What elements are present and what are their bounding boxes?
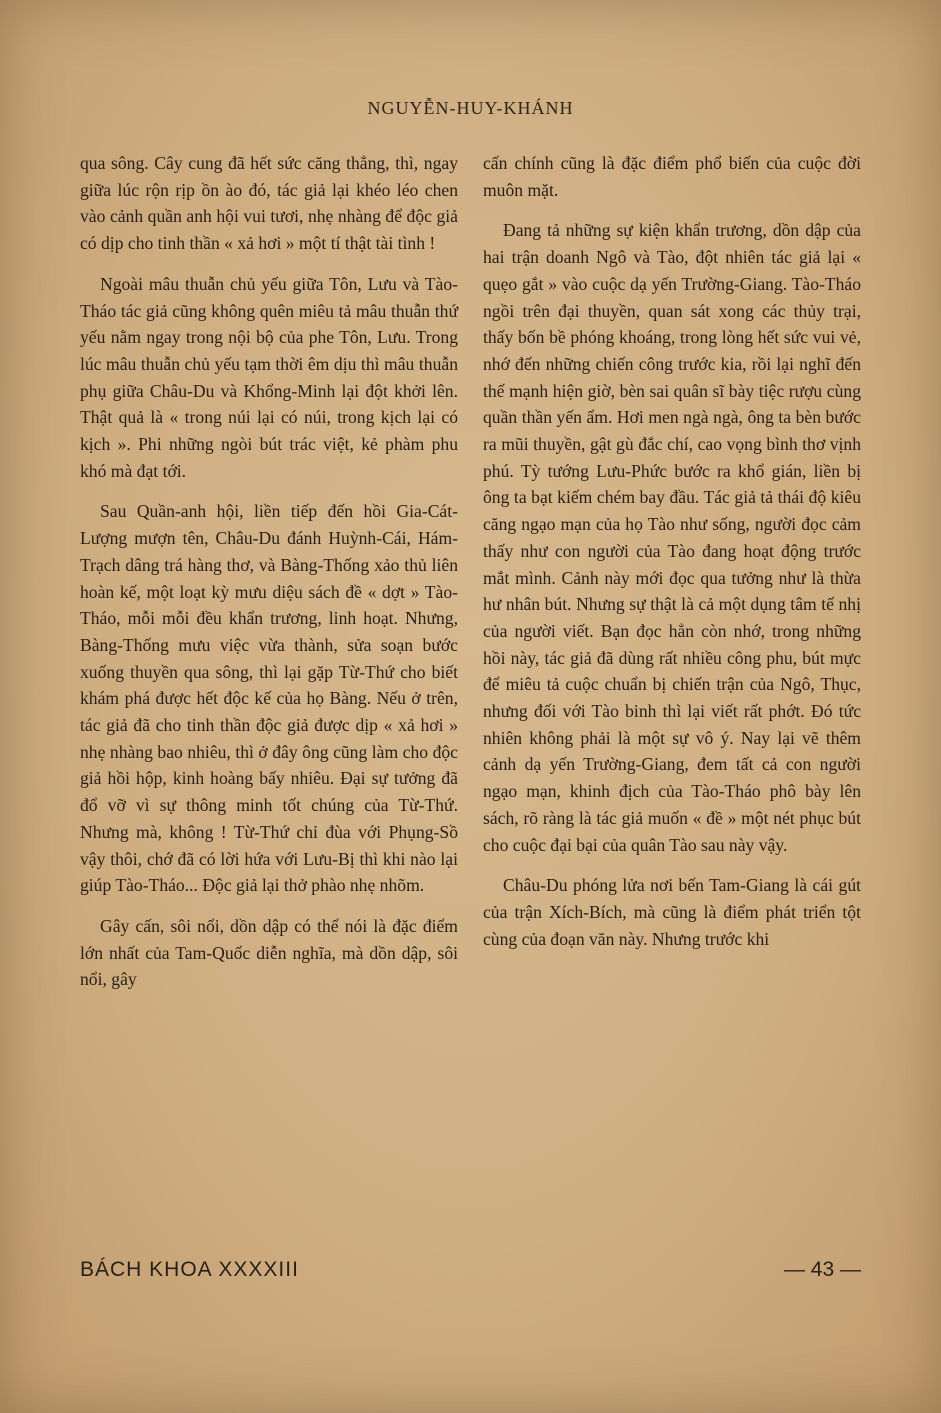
right-column — [483, 150, 861, 966]
paragraph: Ngoài mâu thuẫn chủ yếu giữa Tôn, Lưu và Tào-Tháo tác giả cũng không quên miêu tả mâu thuẫn thứ yếu nằm ngay trong nội bộ của phe Tôn, Lưu. Trong lúc mâu thuẫn chủ yếu tạm thời êm dịu thì mâu thuẫn phụ giữa Châu-Du và Khổng-Minh lại đột khởi lên. Thật quả là « trong núi lại có núi, trong kịch lại có kịch ». Phi những ngòi bút trác việt, kẻ phàm phu khó mà đạt tới. — [80, 273, 458, 481]
paragraph: qua sông. Cây cung đã hết sức căng thẳng, thì, ngay giữa lúc rộn rịp ồn ào đó, tác giả lại khéo léo chen vào cảnh quần anh hội vui tươi, nhẹ nhàng để độc giả có dịp cho tinh thần « xả hơi » một tí thật tài tình ! — [80, 153, 458, 254]
paragraph: Sau Quần-anh hội, liền tiếp đến hồi Gia-Cát-Lượng mượn tên, Châu-Du đánh Huỳnh-Cái, Hám-Trạch dâng trá hàng thơ, và Bàng-Thống xảo thủ liên hoàn kế, một loạt kỳ mưu diệu sách đề « dợt » Tào-Tháo, mỗi mỗi đều khẩn trương, linh hoạt. Nhưng, Bàng-Thống mưu việc vừa thành, sửa soạn bước xuống thuyền qua sông, thì lại gặp Từ-Thứ cho biết khám phá được hết độc kế của họ Bàng. Nếu ở trên, tác giả đã cho tinh thần độc giả được dịp « xả hơi » nhẹ nhàng bao nhiêu, thì ở đây ông cũng làm cho độc giả hồi hộp, kinh hoàng bấy nhiêu. Đại sự tưởng đã đổ vỡ vì sự thông minh tốt chúng của Từ-Thứ. Nhưng mà, không ! Từ-Thứ chỉ đùa với Phụng-Sồ vậy thôi, chớ đã có lời hứa với Lưu-Bị thì khi nào lại giúp Tào-Tháo... Độc giả lại thở phào nhẹ nhõm. — [80, 501, 458, 896]
paragraph: Gây cấn, sôi nổi, dồn dập có thể nói là đặc điểm lớn nhất của Tam-Quốc diễn nghĩa, mà dồn dập, sôi nổi, gây — [80, 915, 458, 990]
page-number: — 43 — — [783, 1258, 861, 1281]
paragraph: cấn chính cũng là đặc điểm phổ biến của cuộc đời muôn mặt. — [483, 153, 861, 200]
paragraph: Châu-Du phóng lửa nơi bến Tam-Giang là cái gút của trận Xích-Bích, mà cũng là điểm phát triển tột cùng của đoạn văn này. Nhưng trước khi — [483, 875, 861, 949]
paragraph: Đang tả những sự kiện khẩn trương, dồn dập của hai trận doanh Ngô và Tào, đột nhiên tác giả lại « quẹo gắt » vào cuộc dạ yến Trường-Giang. Tào-Tháo ngồi trên đại thuyền, quan sát xong các thủy trại, thấy bốn bề phóng khoáng, trong lòng hết sức vui vẻ, nhớ đến những chiến công trước kia, rồi lại nghĩ đến thế mạnh hiện giờ, bèn sai quân sĩ bày tiệc rượu cùng quần thần yến ẩm. Hơi men ngà ngà, ông ta bèn bước ra mũi thuyền, gật gù đắc chí, cao vọng bình thơ vịnh phú. Tỳ tướng Lưu-Phức bước ra khổ gián, liền bị ông ta bạt kiếm chém bay đầu. Tác giả tả thái độ kiêu căng ngạo mạn của họ Tào như sống, người đọc cảm thấy như con người của Tào đang hoạt động trước mắt mình. Cảnh này mới đọc qua tưởng như là thừa hư nhân bút. Nhưng sự thật là cả một dụng tâm tế nhị của người viết. Bạn đọc hẳn còn nhớ, trong những hồi này, tác giả đã dùng rất nhiều công phu, bút mực để miêu tả cuộc chuẩn bị chiến trận của Ngô, Thục, nhưng đối với Tào binh thì lại viết rất phớt. Đó tức nhiên không phải là một sự vô ý. Nay lại vẽ thêm cảnh dạ yến Trường-Giang, đem tất cả con người ngạo mạn, khinh địch của Tào-Tháo phô bày lên sách, rõ ràng là tác giả muốn « đề » một nét phục bút cho cuộc đại bại của quân Tào sau này vậy. — [483, 220, 861, 855]
magazine-title-footer: BÁCH KHOA XXXXIII — [80, 1258, 299, 1281]
running-head: NGUYỄN-HUY-KHÁNH — [367, 98, 574, 118]
left-column — [80, 150, 458, 1007]
